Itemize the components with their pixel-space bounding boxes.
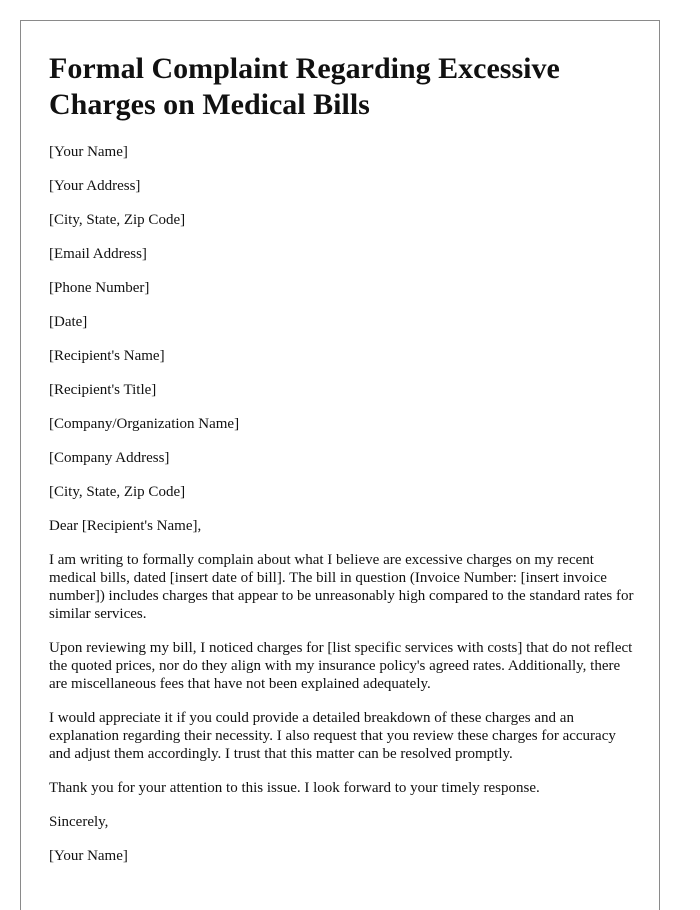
body-paragraph-2: Upon reviewing my bill, I noticed charges for [list specific services with costs] that do not reflect the quoted prices, nor do they align with my insurance policy's agreed rates. Additionally, there are miscellaneous fees that have not been explained adequately. (49, 640, 633, 692)
letter-title: Formal Complaint Regarding Excessive Charges on Medical Bills (49, 52, 560, 121)
closing: Sincerely, (49, 814, 109, 830)
sender-email: [Email Address] (49, 246, 147, 262)
sender-address: [Your Address] (49, 178, 141, 194)
recipient-address: [Company Address] (49, 450, 170, 466)
sender-city-state-zip: [City, State, Zip Code] (49, 212, 186, 228)
letter-page (20, 20, 660, 910)
letter-date: [Date] (49, 314, 88, 330)
body-paragraph-4: Thank you for your attention to this issue. I look forward to your timely response. (49, 780, 540, 796)
recipient-company: [Company/Organization Name] (49, 416, 240, 432)
sender-name: [Your Name] (49, 144, 128, 160)
body-paragraph-3: I would appreciate it if you could provide a detailed breakdown of these charges and an explanation regarding their necessity. I also request that you review these charges for accuracy and adjust them accordingly. I trust that this matter can be resolved promptly. (49, 710, 616, 762)
signature: [Your Name] (49, 848, 128, 864)
letter-content (49, 21, 639, 881)
recipient-name: [Recipient's Name] (49, 348, 165, 364)
sender-phone: [Phone Number] (49, 280, 150, 296)
body-paragraph-1: I am writing to formally complain about what I believe are excessive charges on my recent medical bills, dated [insert date of bill]. The bill in question (Invoice Number: [insert invoice number]) includes charges that appear to be unreasonably high compared to the standard rates for similar services. (49, 552, 634, 622)
recipient-city-state-zip: [City, State, Zip Code] (49, 484, 186, 500)
recipient-title: [Recipient's Title] (49, 382, 157, 398)
salutation: Dear [Recipient's Name], (49, 518, 202, 534)
